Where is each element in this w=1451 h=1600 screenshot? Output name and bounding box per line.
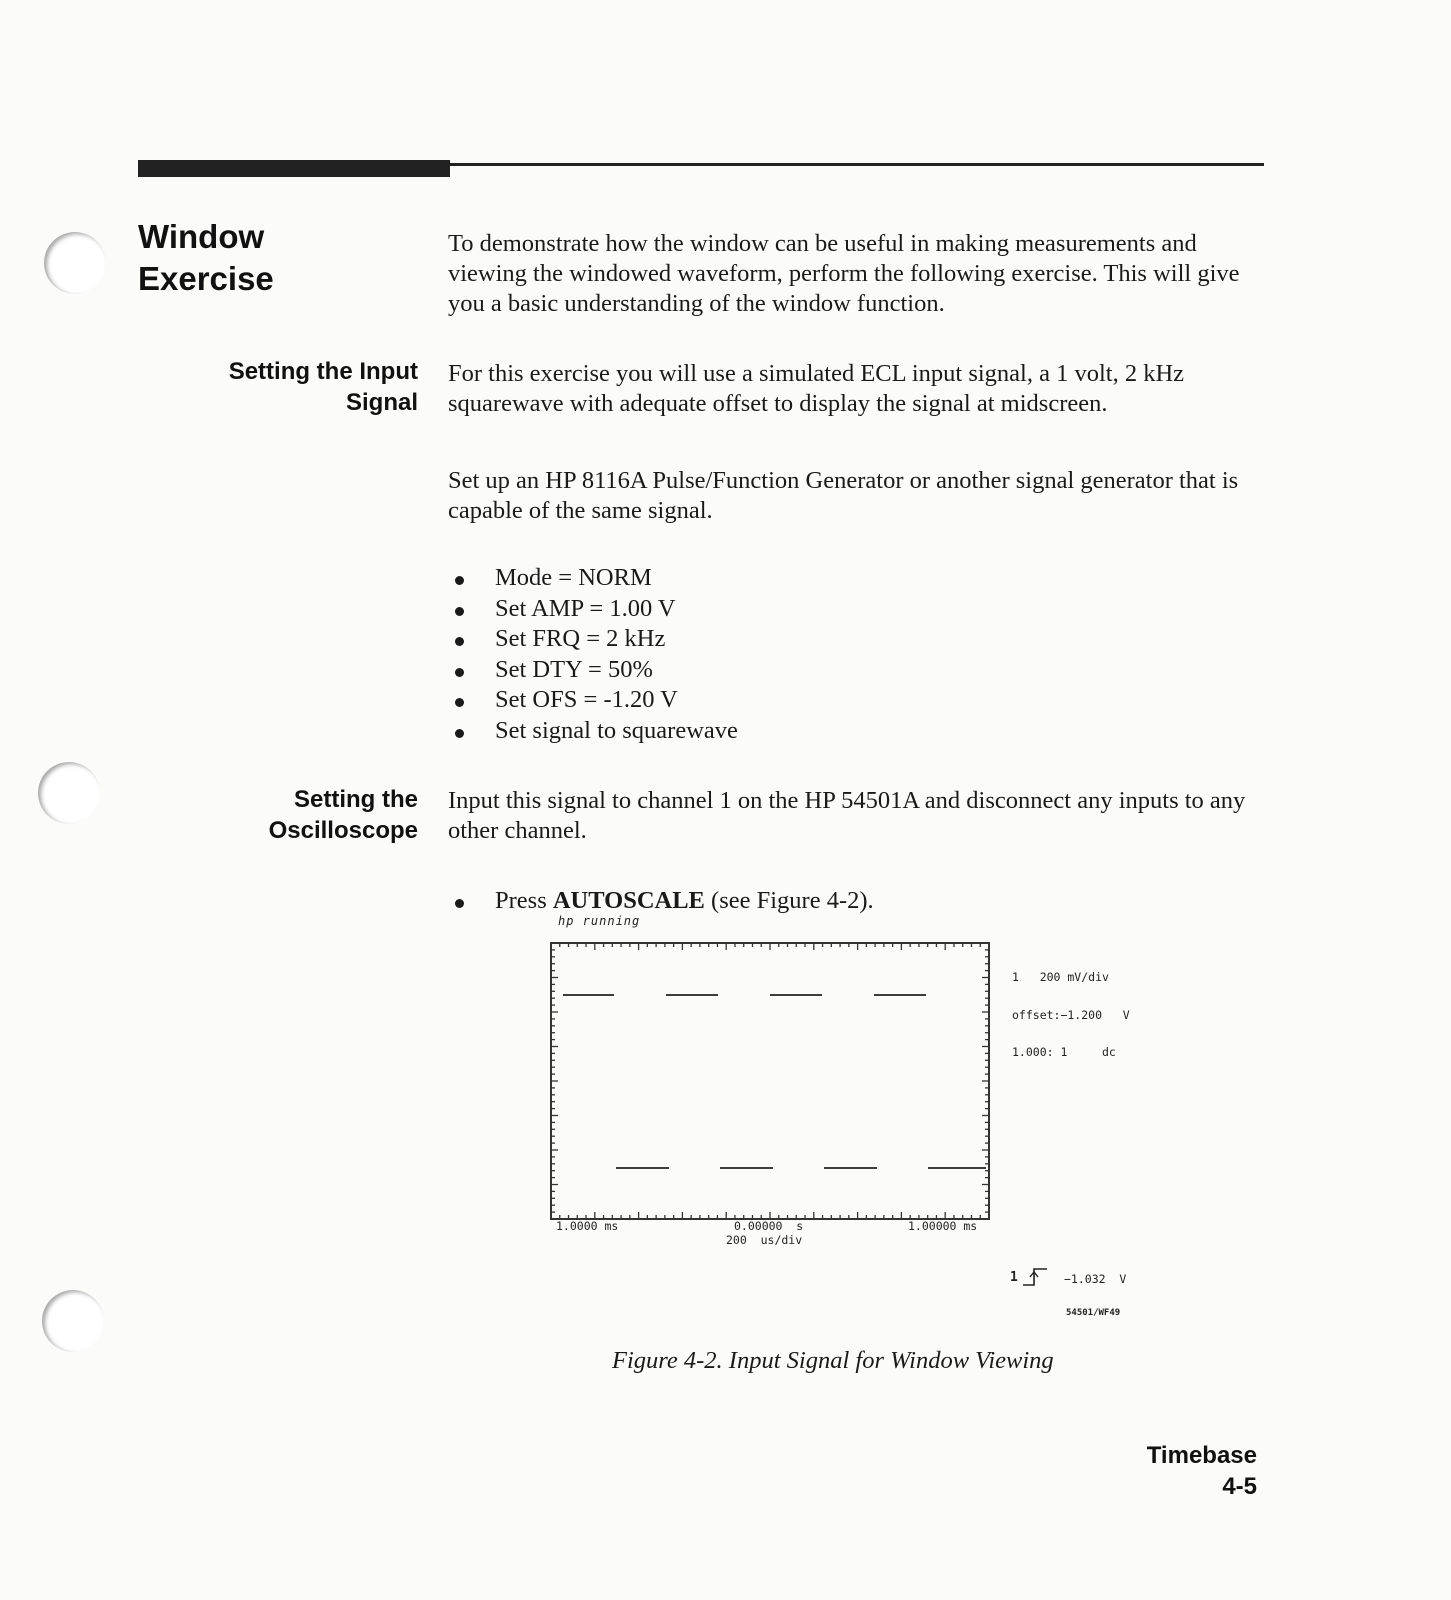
oscilloscope-screen	[548, 940, 994, 1222]
press-prefix: Press	[495, 887, 547, 914]
list-item: Set DTY = 50%	[448, 655, 1148, 686]
list-item: Set AMP = 1.00 V	[448, 594, 1148, 625]
figure-caption: Figure 4-2. Input Signal for Window Viewing	[612, 1347, 1054, 1374]
x-axis-right-label: 1.00000 ms	[908, 1219, 978, 1233]
scope-status: hp running	[558, 914, 641, 928]
page-number: 4-5	[1222, 1473, 1257, 1500]
generator-settings-list	[448, 563, 1148, 747]
section-title	[138, 216, 398, 300]
section-rule-thin	[138, 163, 1264, 166]
figure-id: 54501/WF49	[1066, 1308, 1121, 1318]
binder-hole-bottom	[42, 1290, 104, 1352]
bleed-through-text	[560, 148, 565, 171]
autoscale-key: AUTOSCALE	[552, 887, 705, 914]
section-title-line2: Exercise	[138, 260, 274, 297]
trigger-channel: 1	[1010, 1270, 1018, 1285]
x-axis-left-label: 1.0000 ms	[556, 1219, 619, 1233]
timebase-label: 200 us/div	[726, 1233, 803, 1247]
intro-paragraph: To demonstrate how the window can be useful in making measurements and viewing the windowed waveform, perform the following exercise. This will give you a basic understanding of the window function.	[448, 230, 1240, 317]
channel-probe: 1.000: 1 dc	[1012, 1045, 1116, 1059]
input-signal-heading-line2: Signal	[345, 389, 418, 416]
list-item: Set signal to squarewave	[448, 716, 1148, 747]
input-signal-paragraph: For this exercise you will use a simulated ECL input signal, a 1 volt, 2 kHz squarewave with adequate offset to display the signal at midscreen.	[448, 360, 1185, 417]
trigger-level: −1.032 V	[1064, 1272, 1127, 1286]
oscilloscope-heading	[160, 784, 418, 846]
x-axis-center-label: 0.00000 s	[734, 1219, 804, 1233]
graticule-ticks	[551, 943, 989, 1219]
input-signal-heading	[160, 356, 418, 418]
section-title-line1: Window	[138, 218, 265, 255]
autoscale-instruction	[448, 886, 874, 916]
oscilloscope-heading-line1: Setting the	[294, 786, 418, 813]
chapter-footer: Timebase	[1146, 1442, 1257, 1469]
binder-hole-top	[44, 232, 106, 294]
oscilloscope-heading-line2: Oscilloscope	[268, 817, 418, 844]
oscilloscope-paragraph: Input this signal to channel 1 on the HP 54501A and disconnect any inputs to any other channel.	[448, 787, 1246, 844]
rising-edge-trigger-icon	[1022, 1266, 1048, 1288]
channel-scale: 1 200 mV/div	[1012, 970, 1109, 984]
waveform-trace	[563, 995, 986, 1168]
list-item: Set OFS = -1.20 V	[448, 685, 1148, 716]
binder-hole-middle	[38, 762, 100, 824]
list-item: Set FRQ = 2 kHz	[448, 624, 1148, 655]
channel-readout	[1012, 946, 1130, 1071]
list-item: Mode = NORM	[448, 563, 1148, 594]
graticule-border	[551, 943, 989, 1219]
generator-paragraph: Set up an HP 8116A Pulse/Function Generator or another signal generator that is capable of the same signal.	[448, 467, 1239, 524]
channel-offset: offset:−1.200 V	[1012, 1007, 1130, 1022]
input-signal-heading-line1: Setting the Input	[228, 358, 418, 385]
press-suffix: (see Figure 4-2).	[711, 887, 874, 914]
